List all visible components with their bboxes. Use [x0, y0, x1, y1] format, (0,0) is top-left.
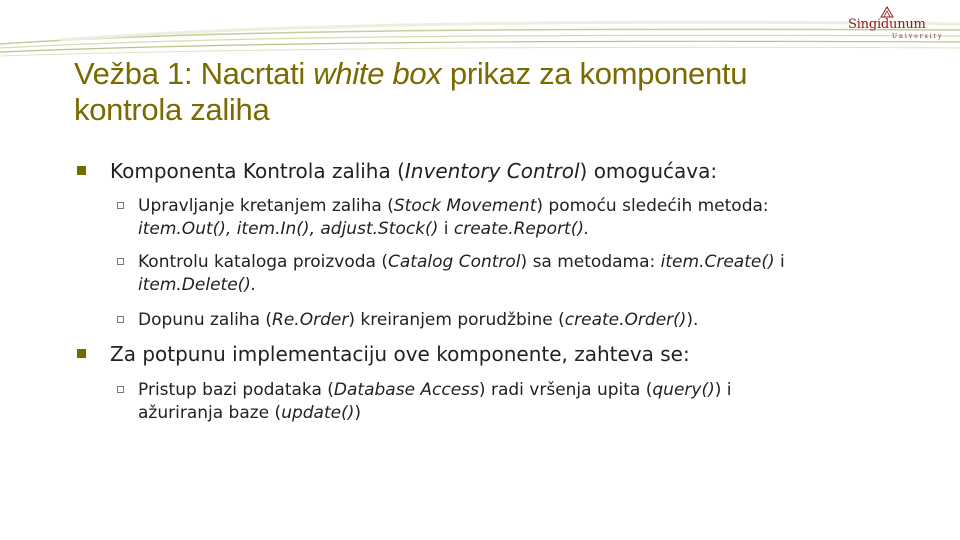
sub-bullet-line [138, 402, 928, 425]
sub-bullet-text: update() [281, 403, 355, 423]
sub-bullet-text: item.Out(), item.In(), adjust.Stock() [138, 219, 439, 239]
sub-bullet-text: query() [652, 380, 715, 400]
sub-bullet-line [138, 251, 928, 274]
square-bullet-icon [77, 166, 86, 175]
title-text-italic: white box [313, 56, 442, 91]
sub-bullet-text: Catalog Control [388, 252, 521, 272]
sub-bullet-text: ) pomoću sledećih metoda: [536, 196, 769, 216]
sub-bullet-text: ) kreiranjem porudžbine ( [348, 310, 565, 330]
sub-bullet-text: create.Order() [564, 310, 687, 330]
sub-bullet-text: item.Create() [660, 252, 775, 272]
sub-bullet-text: ) radi vršenja upita ( [478, 380, 653, 400]
hollow-square-bullet-icon [117, 202, 124, 209]
sub-bullet-text: create.Report(). [453, 219, 590, 239]
bullet-text: Inventory Control [404, 159, 580, 183]
bullet-text: Komponenta Kontrola zaliha ( [110, 159, 405, 183]
sub-bullet-text: ) [354, 403, 361, 423]
sub-bullet-text: ) i [714, 380, 732, 400]
bullet-text: Za potpunu implementaciju ove komponente, zahteva se: [110, 342, 690, 366]
sub-bullet-text: Kontrolu kataloga proizvoda ( [138, 252, 389, 272]
university-logo [842, 6, 944, 40]
sub-bullet-item [138, 251, 928, 297]
hollow-square-bullet-icon [117, 386, 124, 393]
sub-bullet-item [138, 309, 928, 332]
title-text-line2: kontrola zaliha [74, 92, 270, 127]
sub-bullet-line [138, 218, 928, 241]
sub-bullet-text: Re.Order [272, 310, 349, 330]
sub-bullet-text: Stock Movement [393, 196, 537, 216]
sub-bullet-text: ažuriranja baze ( [138, 403, 282, 423]
sub-bullet-line [138, 309, 928, 332]
bullet-item [110, 159, 717, 183]
sub-bullet-line [138, 274, 928, 297]
sub-bullet-line [138, 379, 928, 402]
title-text-b: prikaz za komponentu [441, 56, 748, 91]
hollow-square-bullet-icon [117, 258, 124, 265]
sub-bullet-text: i [438, 219, 454, 239]
sub-bullet-text: item.Delete(). [138, 275, 257, 295]
hollow-square-bullet-icon [117, 316, 124, 323]
sub-bullet-line [138, 195, 928, 218]
sub-bullet-text: Upravljanje kretanjem zaliha ( [138, 196, 394, 216]
sub-bullet-text: i [774, 252, 785, 272]
sub-bullet-text: ) sa metodama: [520, 252, 661, 272]
sub-bullet-text: Pristup bazi podataka ( [138, 380, 334, 400]
title-text-a: Vežba 1: Nacrtati [74, 56, 314, 91]
slide-title [74, 56, 934, 128]
bullet-text: ) omogućava: [579, 159, 718, 183]
sub-bullet-text: Database Access [333, 380, 479, 400]
bullet-item [110, 342, 690, 366]
logo-name: Singidunum [848, 17, 926, 32]
sub-bullet-item [138, 195, 928, 241]
logo-subtitle: University [892, 33, 944, 40]
square-bullet-icon [77, 349, 86, 358]
sub-bullet-text: Dopunu zaliha ( [138, 310, 273, 330]
sub-bullet-item [138, 379, 928, 425]
sub-bullet-text: ). [686, 310, 699, 330]
